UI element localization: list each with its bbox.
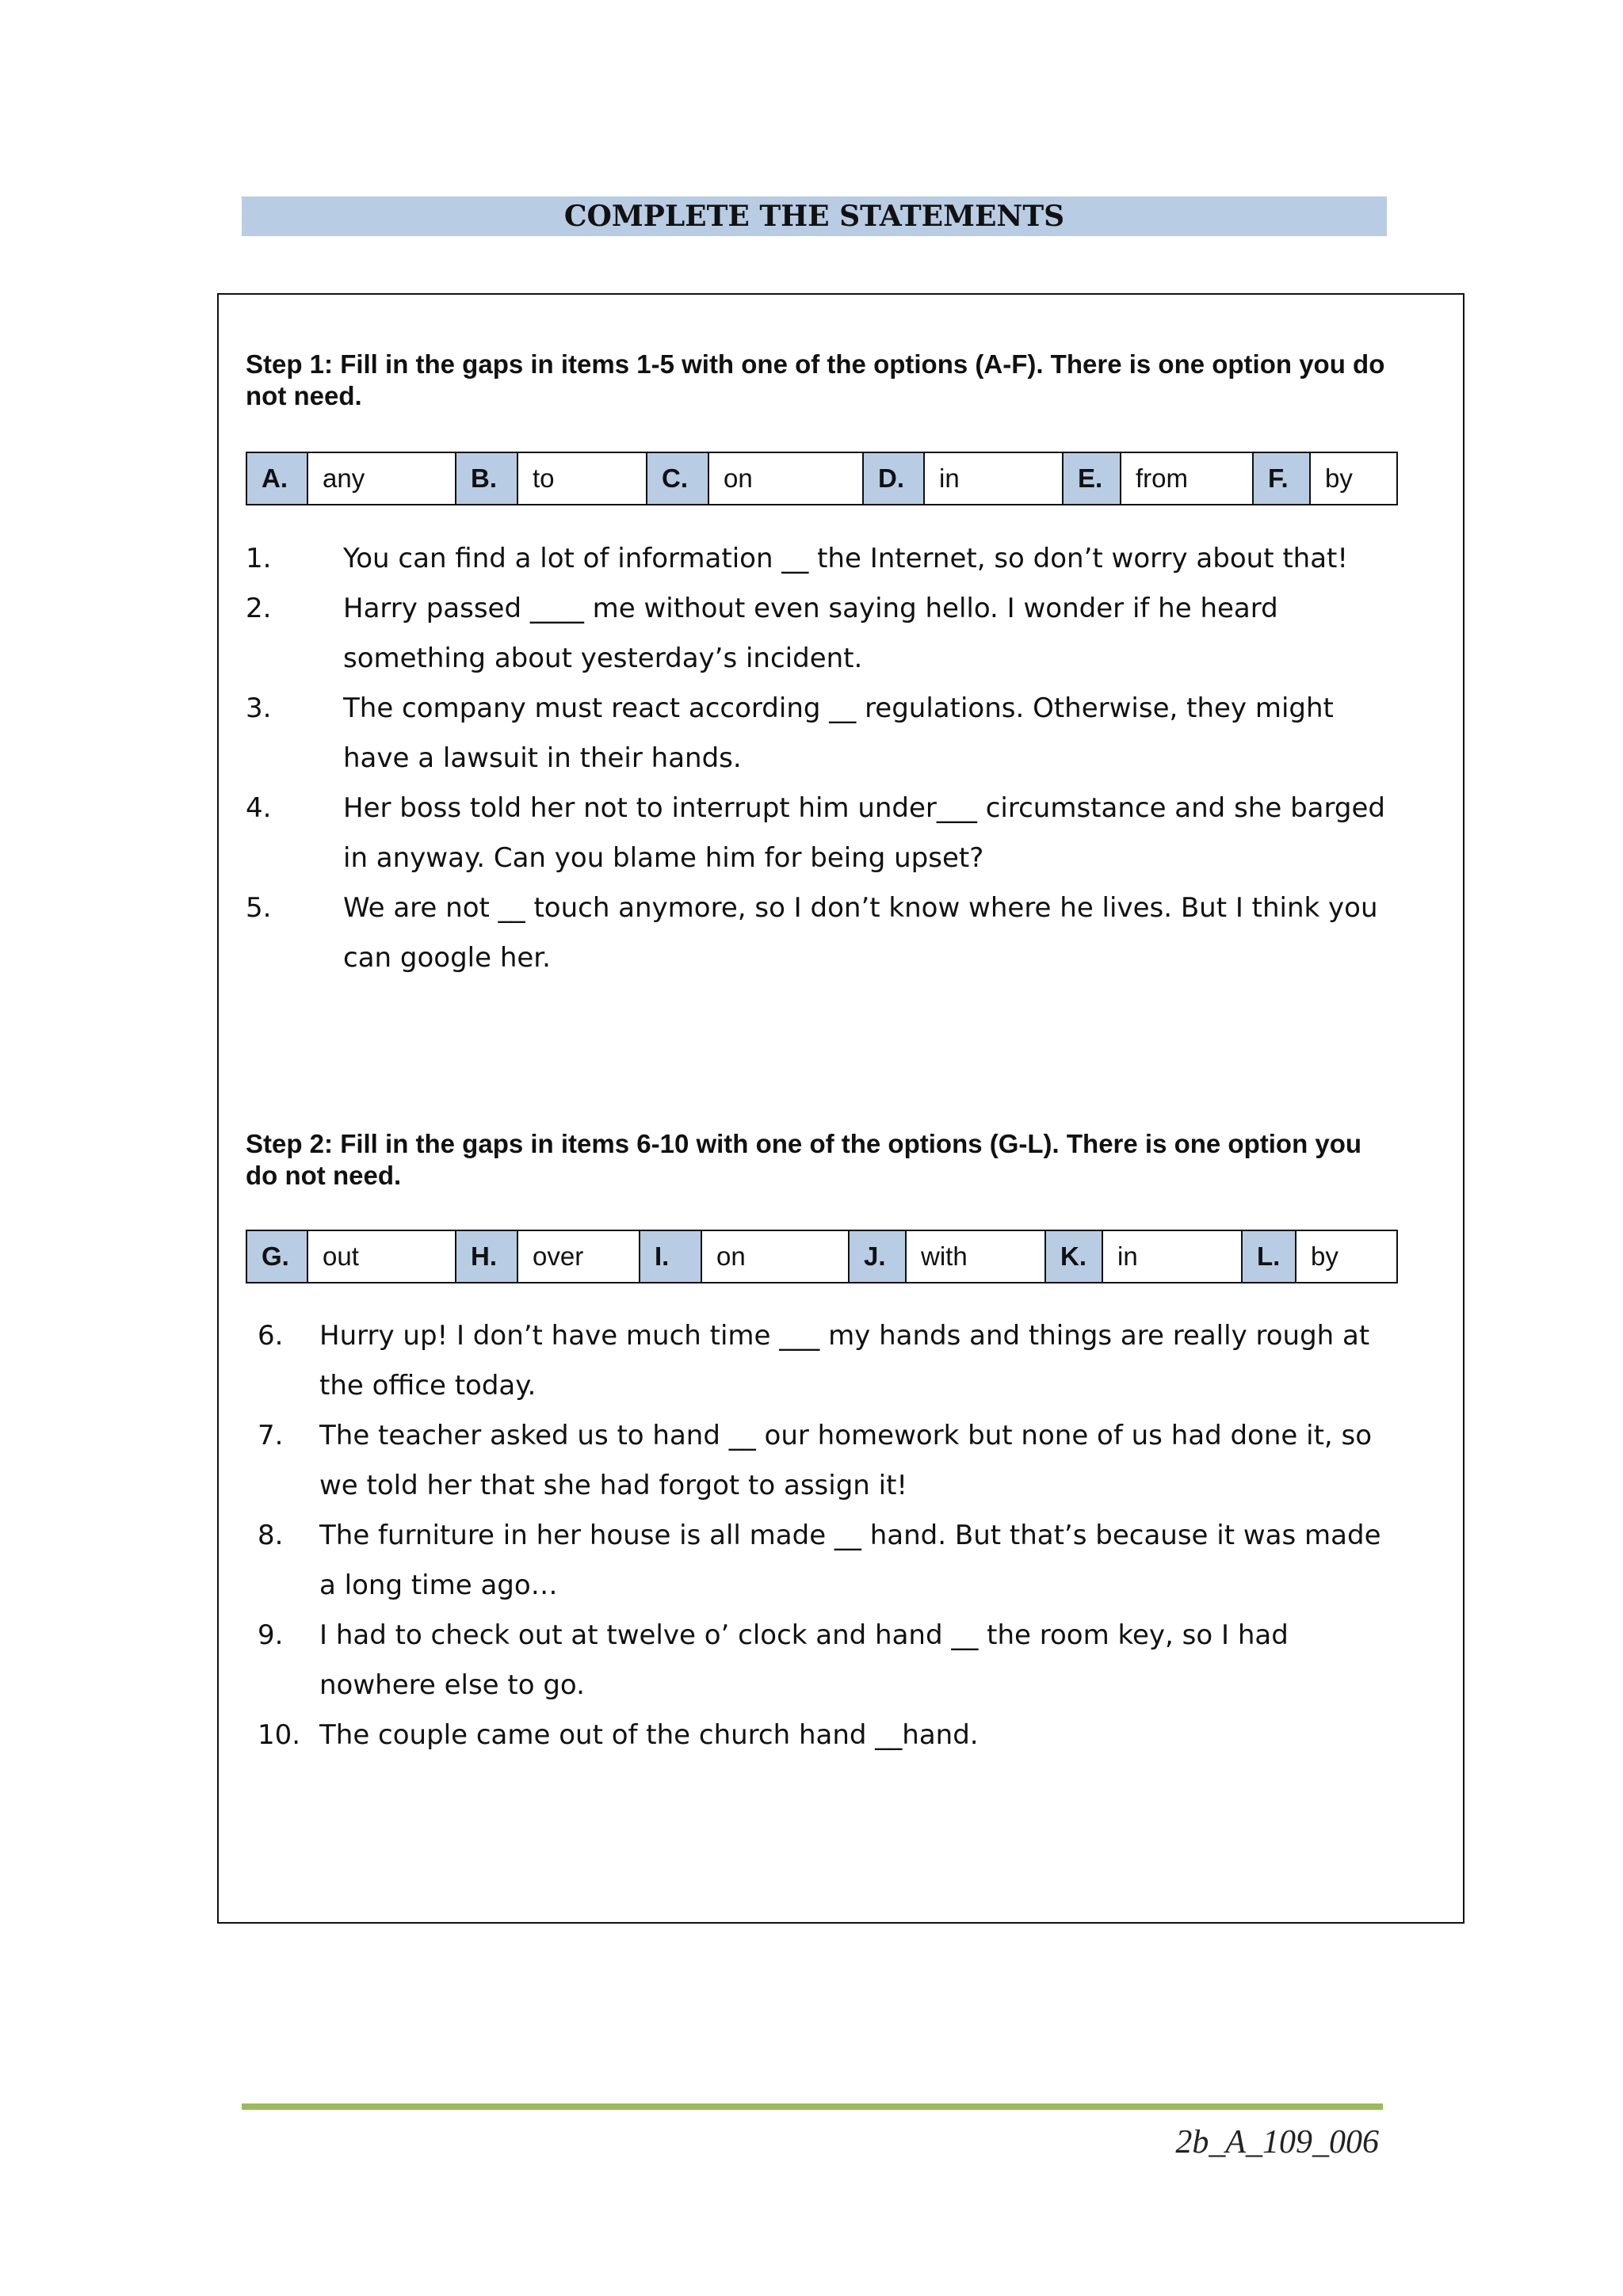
option-word-j: with	[906, 1230, 1045, 1283]
item-text: The teacher asked us to hand __ our homework but none of us had done it, so we told her that she had forgot to assign it!	[319, 1420, 1373, 1501]
list-item	[258, 1311, 1387, 1411]
option-word-c: on	[708, 452, 863, 505]
option-word-f: by	[1310, 452, 1397, 505]
item-text: I had to check out at twelve o’ clock and hand __ the room key, so I had nowhere else to go.	[319, 1619, 1289, 1701]
list-item	[246, 883, 1387, 983]
option-letter-k: K.	[1045, 1230, 1102, 1283]
page-title	[242, 196, 1387, 236]
option-word-l: by	[1296, 1230, 1397, 1283]
step2-item-list	[258, 1311, 1387, 1760]
list-item	[246, 534, 1387, 584]
step2-options-table	[246, 1230, 1398, 1283]
item-text: Hurry up! I don’t have much time ___ my hands and things are really rough at the office today.	[319, 1320, 1370, 1402]
option-letter-a: A.	[246, 452, 307, 505]
step1-options-table	[246, 452, 1398, 505]
list-item	[246, 684, 1387, 784]
list-item	[246, 584, 1387, 684]
title-text: COMPLETE THE STATEMENTS	[563, 200, 1065, 233]
list-item	[258, 1411, 1387, 1511]
footer-divider	[242, 2103, 1383, 2110]
step2-instruction: Step 2: Fill in the gaps in items 6-10 with one of the options (G-L). There is one option you do not need.	[246, 1129, 1362, 1190]
option-letter-d: D.	[863, 452, 924, 505]
list-item	[258, 1611, 1387, 1711]
option-letter-e: E.	[1063, 452, 1121, 505]
step1-item-list	[246, 534, 1387, 983]
option-word-k: in	[1102, 1230, 1242, 1283]
item-number: 6.	[258, 1320, 284, 1352]
option-letter-b: B.	[456, 452, 517, 505]
option-letter-f: F.	[1253, 452, 1310, 505]
option-word-b: to	[517, 452, 647, 505]
list-item	[258, 1511, 1387, 1611]
item-number: 7.	[258, 1420, 284, 1451]
item-number: 2.	[246, 593, 272, 624]
option-word-i: on	[701, 1230, 849, 1283]
item-text: The couple came out of the church hand __hand.	[319, 1719, 979, 1751]
option-letter-h: H.	[456, 1230, 517, 1283]
item-number: 9.	[258, 1619, 284, 1651]
option-word-h: over	[517, 1230, 640, 1283]
option-word-e: from	[1121, 452, 1253, 505]
option-word-a: any	[307, 452, 456, 505]
list-item	[246, 784, 1387, 883]
item-number: 5.	[246, 892, 272, 924]
document-code: 2b_A_109_006	[1175, 2124, 1379, 2161]
item-text: The company must react according __ regulations. Otherwise, they might have a lawsuit in their hands.	[343, 692, 1334, 774]
option-letter-c: C.	[647, 452, 708, 505]
option-letter-i: I.	[640, 1230, 701, 1283]
item-number: 3.	[246, 692, 272, 724]
item-number: 10.	[258, 1719, 301, 1751]
option-letter-g: G.	[246, 1230, 307, 1283]
item-text: Her boss told her not to interrupt him under___ circumstance and she barged in anyway. Can you blame him for being upset?	[343, 792, 1385, 874]
item-number: 1.	[246, 543, 272, 574]
item-text: The furniture in her house is all made __ hand. But that’s because it was made a long time ago…	[319, 1520, 1381, 1601]
item-number: 4.	[246, 792, 272, 824]
item-number: 8.	[258, 1520, 284, 1551]
option-letter-l: L.	[1242, 1230, 1296, 1283]
item-text: You can find a lot of information __ the Internet, so don’t worry about that!	[343, 543, 1349, 574]
step1-instruction: Step 1: Fill in the gaps in items 1-5 with one of the options (A-F). There is one option you do not need.	[246, 349, 1385, 410]
item-text: We are not __ touch anymore, so I don’t know where he lives. But I think you can google her.	[343, 892, 1378, 974]
option-word-g: out	[307, 1230, 456, 1283]
option-letter-j: J.	[849, 1230, 906, 1283]
list-item	[258, 1711, 1387, 1760]
option-word-d: in	[924, 452, 1063, 505]
item-text: Harry passed ____ me without even saying hello. I wonder if he heard something about yesterday’s incident.	[343, 593, 1278, 674]
